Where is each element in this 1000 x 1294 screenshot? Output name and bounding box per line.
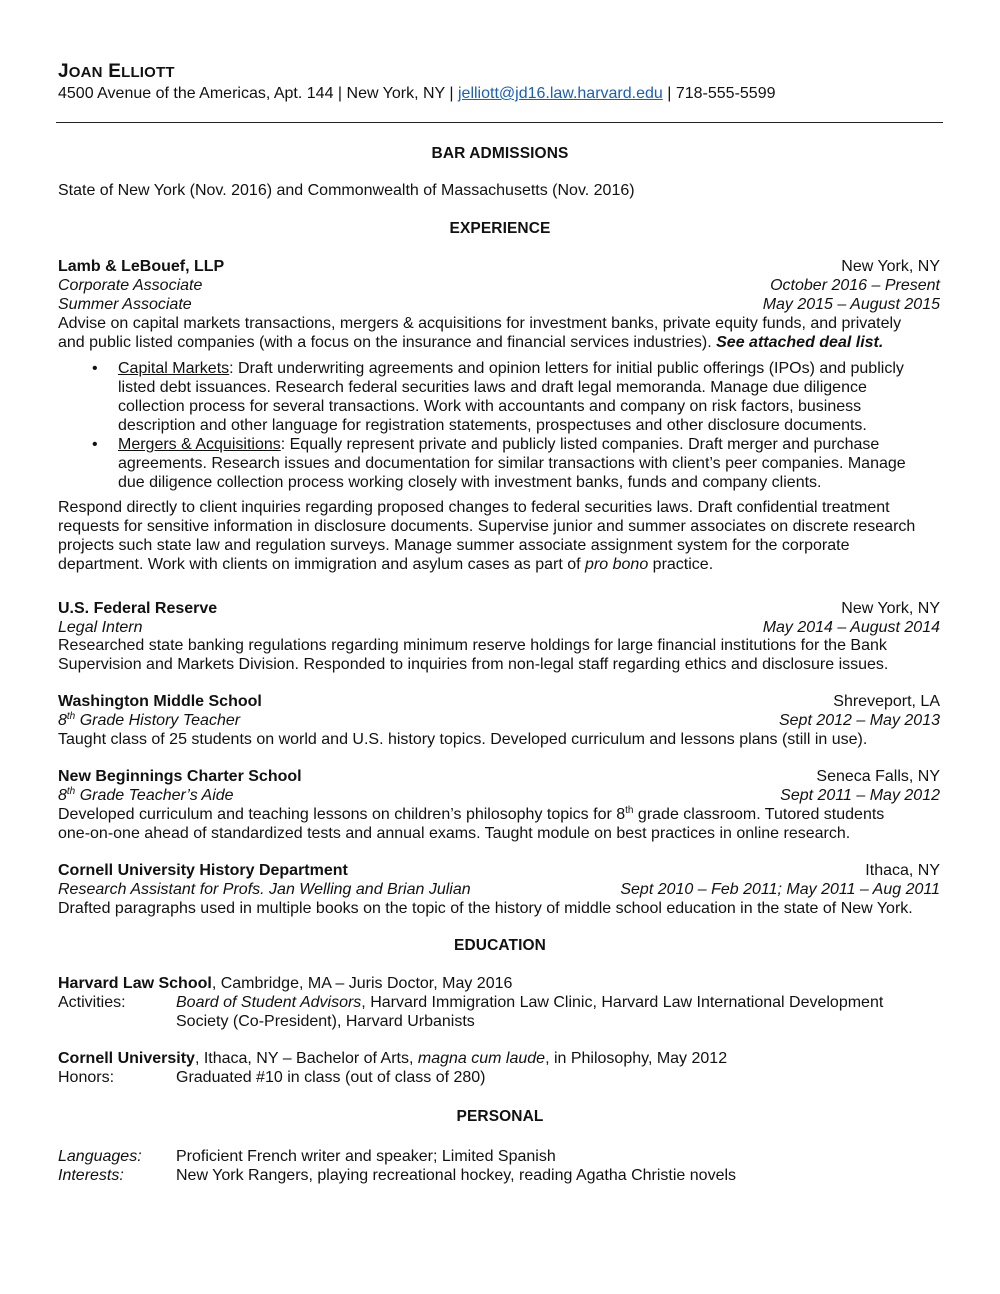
bar-admissions-text: State of New York (Nov. 2016) and Commonwealth of Massachusetts (Nov. 2016) — [58, 182, 635, 199]
job-location: New York, NY — [841, 600, 940, 617]
job-title — [58, 711, 240, 730]
job-location: New York, NY — [841, 258, 940, 275]
section-heading-personal: PERSONAL — [456, 1108, 544, 1125]
job-detail-line — [58, 805, 940, 824]
title-ordinal: th — [66, 786, 76, 797]
job-role-row — [58, 711, 940, 730]
bullet-text: : Equally represent private and publicly listed companies. Draft merger and purchase — [280, 436, 880, 453]
email-link[interactable]: jelliott@jd16.law.harvard.edu — [457, 85, 663, 102]
activities-label: Activities: — [58, 994, 126, 1011]
languages-label: Languages: — [58, 1148, 142, 1165]
bullet-text: collection process for several transactions. Work with accountants and company on risk factors, business — [118, 398, 862, 415]
job-title: Summer Associate — [58, 296, 192, 313]
job-header — [58, 767, 940, 786]
honors-label: Honors: — [58, 1069, 115, 1086]
bullet-item-capital-markets — [92, 359, 942, 435]
activity-italic: Board of Student Advisors — [176, 994, 362, 1011]
job-header — [58, 257, 940, 276]
activity-text: , Harvard Immigration Law Clinic, Harvard Law International Development — [361, 994, 884, 1011]
job-title: Corporate Associate — [58, 277, 203, 294]
title-text: Grade Teacher’s Aide — [75, 787, 234, 804]
activities-row — [58, 993, 940, 1033]
job-detail-line: Drafted paragraphs used in multiple books on the topic of the history of middle school education in the state of New York. — [58, 900, 913, 917]
job-role-row — [58, 276, 940, 295]
bullet-label: Mergers & Acquisitions — [118, 436, 281, 453]
job-role-row — [58, 786, 940, 805]
school-line — [58, 974, 940, 993]
section-heading-education: EDUCATION — [454, 937, 546, 954]
bullet-label: Capital Markets — [118, 360, 230, 377]
summary-text: and public listed companies (with a focus on the insurance and financial services industries). — [58, 334, 717, 351]
honors-value: Graduated #10 in class (out of class of 280) — [176, 1069, 486, 1086]
detail-text: Developed curriculum and teaching lessons on children’s philosophy topics for 8 — [58, 806, 626, 823]
employer-name: New Beginnings Charter School — [58, 768, 302, 785]
name-first-rest: OAN — [68, 64, 103, 81]
address: 4500 Avenue of the Americas, Apt. 144 | New York, NY | — [58, 85, 458, 102]
job-dates: October 2016 – Present — [770, 277, 940, 294]
job-title: Research Assistant for Profs. Jan Welling and Brian Julian — [58, 881, 471, 898]
name-initial-last: E — [108, 61, 122, 82]
pro-bono-text: pro bono — [585, 556, 649, 573]
bullet-text: agreements. Research issues and documentation for similar transactions with client’s peer companies. Manage — [118, 455, 906, 472]
job-header — [58, 599, 940, 618]
job-detail-line: Supervision and Markets Division. Responded to inquiries from non-legal staff regarding ethics and disclosure issues. — [58, 656, 889, 673]
activity-text: Society (Co-President), Harvard Urbanists — [176, 1013, 475, 1030]
name-initial-first: J — [58, 61, 69, 82]
job-title — [58, 786, 234, 805]
bullet-item-mergers-acquisitions — [92, 435, 942, 492]
contact-line — [58, 84, 775, 103]
personal-row-languages — [58, 1147, 940, 1167]
section-heading-bar-admissions: BAR ADMISSIONS — [431, 145, 569, 162]
job-role-row — [58, 618, 940, 637]
deal-list-note: See attached deal list. — [716, 334, 884, 351]
job-location: Ithaca, NY — [865, 862, 940, 879]
job-role-row — [58, 880, 940, 899]
job-detail-line: requests for sensitive information in disclosure documents. Supervise junior and summer associates on discrete research — [58, 518, 916, 535]
title-ordinal: th — [66, 711, 76, 722]
interests-value: New York Rangers, playing recreational hockey, reading Agatha Christie novels — [176, 1167, 737, 1184]
school-detail: , in Philosophy, May 2012 — [545, 1050, 728, 1067]
job-detail-line — [58, 555, 940, 574]
job-detail-line: Respond directly to client inquiries regarding proposed changes to federal securities laws. Draft confidential treatment — [58, 499, 890, 516]
job-title: Legal Intern — [58, 619, 143, 636]
personal-row-interests — [58, 1166, 940, 1186]
job-dates: Sept 2010 – Feb 2011; May 2011 – Aug 2011 — [620, 881, 940, 898]
job-dates: May 2015 – August 2015 — [762, 296, 940, 313]
job-dates: May 2014 – August 2014 — [762, 619, 940, 636]
employer-name: Lamb & LeBouef, LLP — [58, 258, 225, 275]
school-name: Cornell University — [58, 1050, 195, 1067]
bullet-icon: • — [92, 436, 98, 453]
interests-label: Interests: — [58, 1167, 124, 1184]
job-role-row — [58, 295, 940, 314]
job-detail-line: one-on-one ahead of standardized tests and annual exams. Taught module on best practices in online research. — [58, 825, 851, 842]
bullet-text: due diligence collection process working closely with investment banks, funds and company clients. — [118, 474, 822, 491]
job-header — [58, 861, 940, 880]
phone: | 718-555-5599 — [662, 85, 776, 102]
employer-name: U.S. Federal Reserve — [58, 600, 218, 617]
school-line — [58, 1049, 940, 1068]
job-detail-line: projects such state law and regulation surveys. Manage summer associate assignment system for the corporate — [58, 537, 850, 554]
job-detail-line: Taught class of 25 students on world and U.S. history topics. Developed curriculum and lessons plans (still in use). — [58, 731, 868, 748]
job-summary-line — [58, 333, 940, 352]
job-location: Shreveport, LA — [833, 693, 940, 710]
section-heading-experience: EXPERIENCE — [449, 220, 551, 237]
title-text: Grade History Teacher — [75, 712, 241, 729]
job-summary-line: Advise on capital markets transactions, mergers & acquisitions for investment banks, private equity funds, and privately — [58, 315, 902, 332]
title-number: 8 — [58, 712, 67, 729]
honors-row — [58, 1068, 940, 1088]
school-detail: , Ithaca, NY – Bachelor of Arts, — [194, 1050, 418, 1067]
candidate-name — [58, 62, 175, 82]
job-detail-line: Researched state banking regulations regarding minimum reserve holdings for large financial institutions for the Bank — [58, 637, 887, 654]
languages-value: Proficient French writer and speaker; Limited Spanish — [176, 1148, 556, 1165]
header-divider — [56, 122, 943, 123]
bullet-text: listed debt issuances. Research federal securities laws and draft legal memoranda. Manage due diligence — [118, 379, 867, 396]
job-header — [58, 692, 940, 711]
job-dates: Sept 2012 – May 2013 — [778, 712, 940, 729]
title-number: 8 — [58, 787, 67, 804]
name-last-rest: LLIOTT — [121, 64, 175, 81]
detail-text: grade classroom. Tutored students — [633, 806, 885, 823]
school-detail: , Cambridge, MA – Juris Doctor, May 2016 — [211, 975, 513, 992]
latin-honor: magna cum laude — [417, 1050, 546, 1067]
detail-text: practice. — [648, 556, 714, 573]
employer-name: Washington Middle School — [58, 693, 262, 710]
job-dates: Sept 2011 – May 2012 — [780, 787, 940, 804]
school-name: Harvard Law School — [58, 975, 212, 992]
bullet-text: : Draft underwriting agreements and opinion letters for initial public offerings (IPOs) and publicly — [229, 360, 904, 377]
job-location: Seneca Falls, NY — [816, 768, 940, 785]
employer-name: Cornell University History Department — [58, 862, 348, 879]
bullet-text: description and other language for registration statements, prospectuses and other disclosure documents. — [118, 417, 867, 434]
bullet-icon: • — [92, 360, 98, 377]
ordinal: th — [625, 805, 634, 816]
detail-text: department. Work with clients on immigration and asylum cases as part of — [58, 556, 586, 573]
